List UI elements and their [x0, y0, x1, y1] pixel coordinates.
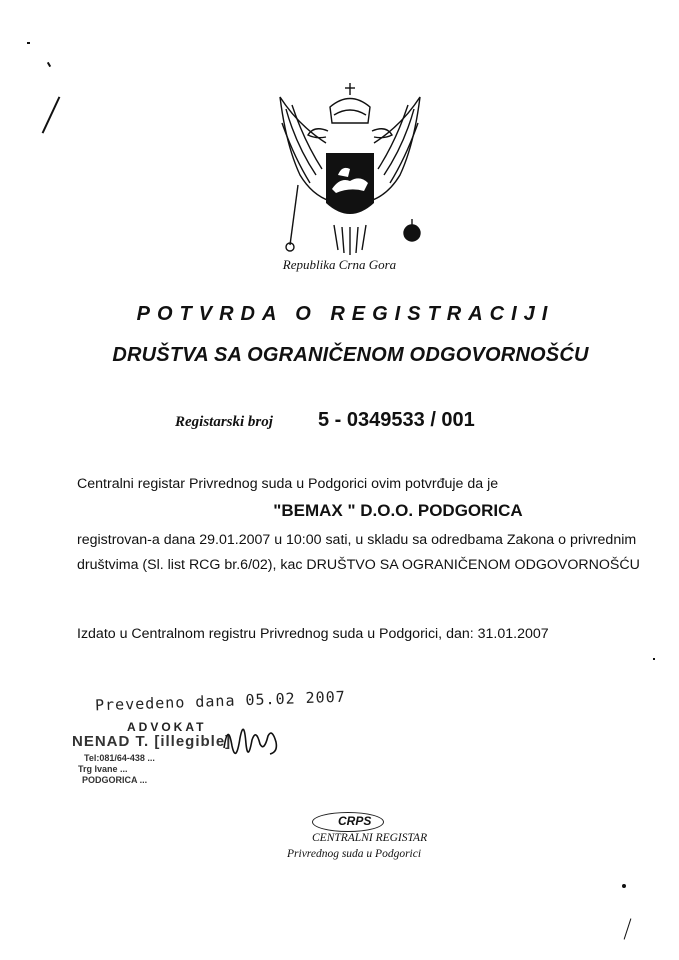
scan-mark [624, 918, 632, 939]
stamp-phone: Tel:081/64-438 ... [84, 753, 155, 763]
handwritten-note: Prevedeno dana 05.02 2007 [94, 687, 347, 715]
stamp-address: Trg Ivane ... [78, 764, 128, 774]
crps-abbr: CRPS [338, 814, 372, 828]
company-name: "BEMAX " D.O.O. PODGORICA [273, 501, 523, 520]
republic-caption: Republika Crna Gora [282, 257, 397, 272]
registration-label: Registarski broj [175, 414, 273, 430]
document-title: POTVRDA O REGISTRACIJI [136, 303, 555, 325]
legal-form-text: društvima (Sl. list RCG br.6/02), kac DRUŠTVO SA OGRANIČENOM ODGOVORNOŠĆU [77, 557, 640, 573]
issued-text: Izdato u Centralnom registru Privrednog suda u Podgorici, dan: 31.01.2007 [77, 626, 549, 642]
scan-mark [42, 96, 61, 133]
scan-mark [653, 658, 655, 660]
coat-of-arms-icon [268, 65, 432, 255]
registration-number: 5 - 0349533 / 001 [318, 409, 475, 431]
stamp-title: ADVOKAT [127, 720, 207, 734]
registry-court: Privrednog suda u Podgorici [287, 848, 422, 860]
registration-date-text: registrovan-a dana 29.01.2007 u 10:00 sati, u skladu sa odredbama Zakona o privrednim [77, 532, 637, 548]
signature-icon [218, 718, 288, 768]
registry-name: CENTRALNI REGISTAR [312, 832, 428, 844]
stamp-city: PODGORICA ... [82, 775, 148, 785]
scan-mark [27, 42, 30, 44]
confirmation-text: Centralni registar Privrednog suda u Podgorici ovim potvrđuje da je [77, 476, 499, 492]
scan-mark [47, 62, 51, 67]
stamp-name: NENAD T. [illegible] [72, 733, 232, 750]
registry-stamp [287, 812, 440, 872]
document-subtitle: DRUŠTVA SA OGRANIČENOM ODGOVORNOŠĆU [112, 344, 589, 366]
scan-mark [622, 884, 626, 888]
